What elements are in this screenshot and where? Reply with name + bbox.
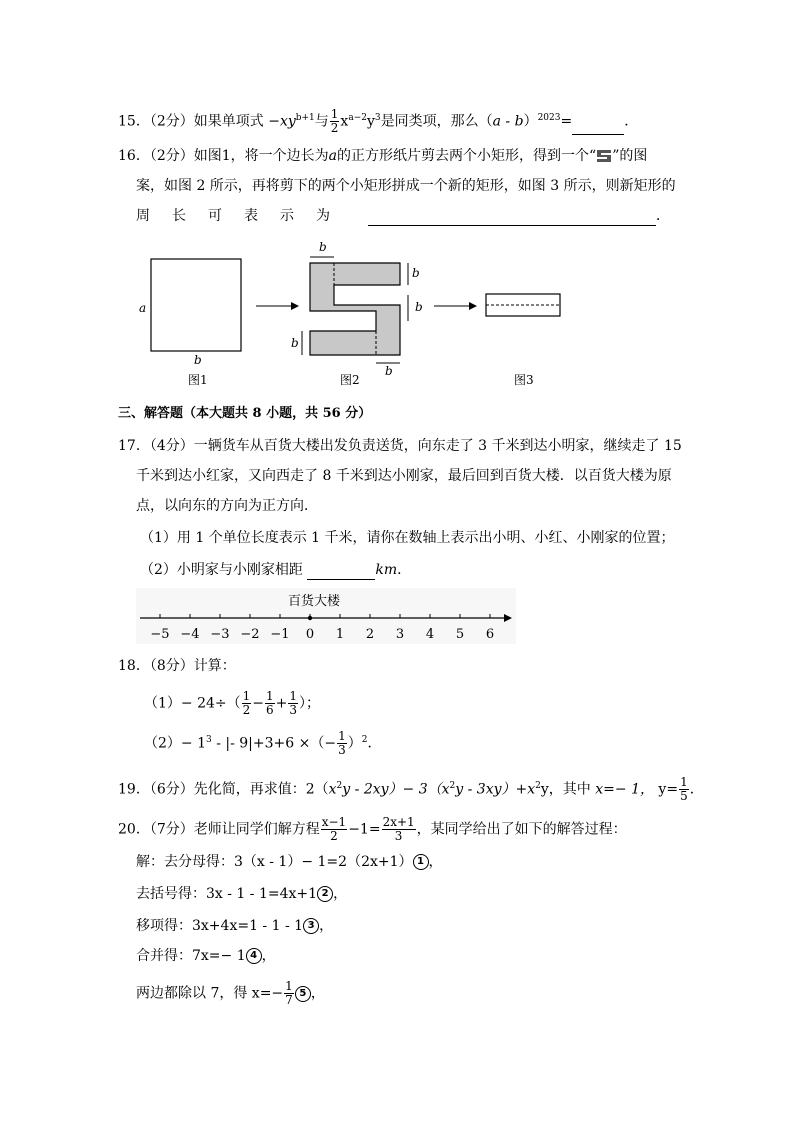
q16-char: 长 bbox=[172, 208, 186, 224]
q19-text: 19．（6分）先化简，再求值：2（ bbox=[118, 781, 329, 798]
q18-op2: + bbox=[275, 695, 288, 712]
q15-text2: 与 bbox=[314, 113, 329, 130]
q15-exp4: 2023 bbox=[537, 113, 561, 123]
question-17-sub1: （1）用 1 个单位长度表示 1 千米，请你在数轴上表示出小明、小红、小刚家的位置； bbox=[140, 530, 675, 546]
q15-answer-blank[interactable] bbox=[572, 120, 624, 135]
question-16-line2: 案，如图 2 所示，再将剪下的两个小矩形拼成一个新的矩形，如图 3 所示，则新矩形的 bbox=[136, 178, 676, 194]
question-17-line1: 17．（4分）一辆货车从百货大楼出发负责送货，向东走了 3 千米到达小明家，继续走了 15 bbox=[118, 438, 682, 454]
fig1-label-a: a bbox=[139, 301, 147, 315]
fig1-caption: 图1 bbox=[188, 373, 208, 387]
frac-den: 6 bbox=[266, 703, 274, 717]
fig2-s-shape bbox=[310, 263, 400, 355]
q16-char: 示 bbox=[280, 208, 294, 224]
q15-exp2: a−2 bbox=[348, 113, 367, 123]
number-line-origin-label: 百货大楼 bbox=[288, 594, 341, 609]
q18-p2-end: ． bbox=[367, 735, 382, 752]
q20-step2 bbox=[136, 884, 347, 904]
number-line-tick-label: 3 bbox=[395, 627, 405, 642]
q15-y: y bbox=[366, 113, 375, 130]
question-16-line3 bbox=[136, 206, 670, 226]
q15-score: （2分） bbox=[149, 113, 194, 130]
q15-x: x bbox=[340, 113, 349, 130]
q15-text4: ） bbox=[523, 113, 538, 130]
q18-p2-exp: 3 bbox=[206, 735, 212, 745]
q18-frac4 bbox=[337, 730, 347, 757]
q17-sub2-text: （2）小明家与小刚家相距 bbox=[140, 562, 303, 578]
circled-1: 1 bbox=[413, 854, 429, 870]
q20-step2-end: ， bbox=[333, 886, 348, 902]
q17-period: ． bbox=[397, 562, 412, 578]
q20-step2-text: 去括号得：3x - 1 - 1=4x+1 bbox=[136, 886, 318, 902]
frac-den: 2 bbox=[242, 703, 251, 717]
q16-text1b: 的正方形纸片剪去两个小矩形，得到一个“ bbox=[337, 148, 597, 164]
q16-number: 16． bbox=[118, 148, 150, 164]
q18-op1: − bbox=[252, 695, 265, 712]
number-line-tick-label: −5 bbox=[150, 627, 170, 642]
q19-exp3: 2 bbox=[535, 781, 541, 791]
q15-text: 如果单项式 − bbox=[193, 113, 280, 130]
arrow-1-head bbox=[291, 302, 299, 310]
q18-p1-label: （1） bbox=[144, 695, 181, 712]
frac-num: 1 bbox=[680, 775, 688, 790]
fig3-caption: 图3 bbox=[514, 373, 534, 387]
number-line-tick-label: 1 bbox=[335, 627, 345, 642]
circled-5: 5 bbox=[295, 986, 311, 1002]
frac-den: 3 bbox=[394, 829, 403, 843]
fig2-label-b-right2: b bbox=[415, 300, 423, 314]
q19-text4: y，其中 bbox=[540, 781, 591, 798]
frac-num: 1 bbox=[242, 689, 251, 703]
frac-num: x−1 bbox=[321, 815, 347, 829]
question-16-line1 bbox=[118, 146, 647, 166]
number-line-tick-label: 5 bbox=[455, 627, 465, 642]
q19-x2: x bbox=[441, 781, 450, 798]
q16-var-a: a bbox=[328, 148, 338, 164]
q19-text2: y - 2xy）− 3（ bbox=[342, 781, 442, 798]
q19-x: x bbox=[328, 781, 337, 798]
question-20-head bbox=[118, 816, 627, 843]
q18-p2-text2: - |- 9|+3+6 ×（− bbox=[211, 735, 337, 752]
q16-answer-blank[interactable] bbox=[368, 211, 656, 226]
q20-step4-text: 合并得：7x=− 1 bbox=[136, 948, 246, 964]
q18-p2-label: （2） bbox=[144, 735, 181, 752]
number-line-tick-label: −2 bbox=[240, 627, 260, 642]
frac-num: 1 bbox=[285, 979, 293, 993]
fig2-label-b-left: b bbox=[291, 336, 299, 350]
q19-exp: 2 bbox=[336, 781, 343, 791]
fig2-label-b-top: b bbox=[319, 240, 327, 254]
q16-char: 为 bbox=[316, 208, 330, 224]
number-line-tick-label: 6 bbox=[485, 627, 495, 642]
arrow-2-head bbox=[469, 302, 477, 310]
q15-monomial1: xy bbox=[279, 113, 296, 130]
frac-num: 1 bbox=[266, 689, 274, 703]
q15-exp3: 3 bbox=[374, 113, 381, 123]
question-18-part1 bbox=[144, 690, 320, 717]
q18-frac1 bbox=[242, 690, 252, 717]
frac-num: 1 bbox=[289, 689, 298, 703]
q20-step5 bbox=[136, 980, 325, 1007]
q15-exp1: b+1 bbox=[295, 113, 315, 123]
question-17-sub2 bbox=[140, 560, 411, 580]
q20-step5-frac bbox=[284, 980, 294, 1007]
q20-step1 bbox=[136, 852, 443, 872]
question-19 bbox=[118, 776, 704, 803]
q16-score: （2分） bbox=[149, 148, 194, 164]
q20-step1-text: 解：去分母得：3（x - 1）− 1=2（2x+1） bbox=[136, 854, 413, 870]
q19-xvalue: x=− 1， bbox=[590, 781, 654, 798]
frac-den: 2 bbox=[330, 121, 339, 136]
q15-period: ． bbox=[624, 113, 639, 130]
circled-4: 4 bbox=[246, 948, 262, 964]
q20-step5-text: 两边都除以 7，得 x=− bbox=[136, 985, 284, 1002]
q20-frac-b bbox=[382, 816, 416, 843]
q15-fraction bbox=[330, 108, 340, 135]
q20-step3-text: 移项得：3x+4x=1 - 1 - 1 bbox=[136, 918, 304, 934]
q20-step1-end: ， bbox=[428, 854, 443, 870]
q19-text3: y - 3xy）+x bbox=[455, 781, 536, 798]
q19-exp2: 2 bbox=[449, 781, 456, 791]
q16-char: 表 bbox=[244, 208, 258, 224]
q16-text1c: ”的图 bbox=[612, 148, 648, 164]
q19-end: ． bbox=[689, 781, 704, 798]
q17-unit: km bbox=[375, 562, 398, 578]
fig2-caption: 图2 bbox=[340, 373, 360, 387]
question-17-line3: 点，以向东的方向为正方向． bbox=[136, 498, 318, 514]
frac-den: 3 bbox=[289, 703, 298, 717]
circled-2: 2 bbox=[317, 886, 333, 902]
q19-frac bbox=[679, 776, 689, 803]
q20-step5-end: ， bbox=[310, 985, 325, 1002]
q18-frac2 bbox=[265, 690, 275, 717]
number-line bbox=[136, 588, 516, 644]
q18-p2-text: − 1 bbox=[180, 735, 207, 752]
s-shape-icon bbox=[596, 149, 612, 163]
number-line-tick-label: 0 bbox=[305, 627, 315, 642]
q20-text: 20．（7分）老师让同学们解方程 bbox=[118, 821, 320, 838]
number-line-tick-label: 2 bbox=[365, 627, 375, 642]
frac-num: 1 bbox=[338, 729, 346, 744]
question-17-line2: 千米到达小红家，又向西走了 8 千米到达小刚家，最后回到百货大楼．以百货大楼为原 bbox=[136, 468, 672, 484]
q20-tail: ，某同学给出了如下的解答过程： bbox=[416, 821, 627, 838]
q15-ab: a - b bbox=[492, 113, 524, 130]
number-line-tick-label: −3 bbox=[210, 627, 230, 642]
q16-char: 可 bbox=[208, 208, 222, 224]
q20-mid: −1= bbox=[348, 821, 381, 838]
q16-text1a: 如图1，将一个边长为 bbox=[193, 148, 329, 164]
figure-16 bbox=[136, 236, 566, 392]
q15-number: 15． bbox=[118, 113, 150, 130]
q15-text3: 是同类项，那么（ bbox=[380, 113, 493, 130]
frac-num: 1 bbox=[330, 107, 339, 122]
fig2-label-b-right1: b bbox=[412, 266, 420, 280]
number-line-tick-label: 4 bbox=[425, 627, 435, 642]
q18-p1-end: ）； bbox=[299, 695, 321, 712]
question-18-head: 18．（8分）计算： bbox=[118, 658, 236, 674]
fig1-square bbox=[151, 259, 241, 351]
q16-period: ． bbox=[656, 208, 670, 224]
q19-yvalue: y= bbox=[653, 781, 679, 798]
q16-char: 周 bbox=[136, 208, 150, 224]
question-15 bbox=[118, 108, 638, 135]
frac-den: 5 bbox=[680, 789, 688, 804]
q15-equals: = bbox=[560, 113, 573, 130]
frac-den: 3 bbox=[338, 743, 346, 758]
fig2-label-b-bottom: b bbox=[385, 364, 393, 378]
frac-den: 2 bbox=[330, 829, 338, 843]
q20-frac-a bbox=[321, 816, 347, 843]
q17-answer-blank[interactable] bbox=[307, 565, 375, 580]
number-line-tick-label: −4 bbox=[180, 627, 200, 642]
number-line-tick-label: −1 bbox=[270, 627, 290, 642]
q18-frac3 bbox=[288, 690, 298, 717]
q18-p2-text3: ） bbox=[347, 735, 362, 752]
frac-num: 2x+1 bbox=[382, 815, 415, 829]
q18-p1-text: − 24÷（ bbox=[180, 695, 241, 712]
question-18-part2 bbox=[144, 730, 381, 757]
section-3-title: 三、解答题（本大题共 8 小题，共 56 分） bbox=[118, 406, 372, 421]
q20-step4 bbox=[136, 946, 276, 966]
frac-den: 7 bbox=[285, 993, 293, 1007]
q18-p2-exp2: 2 bbox=[361, 735, 368, 745]
fig1-label-b: b bbox=[194, 353, 202, 367]
q20-step3 bbox=[136, 916, 333, 936]
q20-step3-end: ， bbox=[319, 918, 334, 934]
circled-3: 3 bbox=[303, 918, 319, 934]
q20-step4-end: ， bbox=[261, 948, 276, 964]
